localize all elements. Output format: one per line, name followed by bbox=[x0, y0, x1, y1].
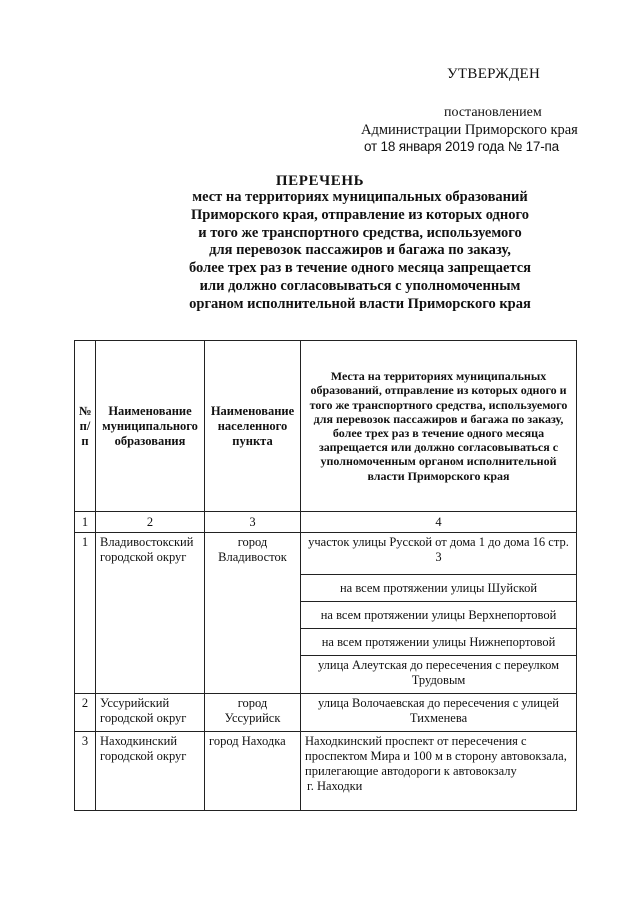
subtitle-line: и того же транспортного средства, используемого bbox=[198, 224, 522, 241]
header-places: Места на территориях муниципальных образований, отправление из которых одного и того же транспортного средства, используемого для перевозок пассажиров и багажа по заказу, более трех раз в течение одного месяца запрещается или должно согласовываться с уполномоченным органом исполнительной власти Приморского края bbox=[301, 341, 577, 512]
row-place: участок улицы Русской от дома 1 до дома 16 стр. 3 bbox=[301, 533, 577, 575]
subtitle-line: Приморского края, отправление из которых одного bbox=[191, 206, 529, 223]
row-place: улица Алеутская до пересечения с переулком Трудовым bbox=[301, 656, 577, 694]
subtitle-line: более трех раз в течение одного месяца запрещается bbox=[188, 260, 532, 277]
table-row bbox=[75, 694, 577, 732]
document-subtitle bbox=[150, 189, 570, 314]
approval-line-1: постановлением bbox=[444, 105, 542, 120]
row-num: 2 bbox=[75, 694, 96, 732]
header-settlement: Наименование населенного пункта bbox=[205, 341, 301, 512]
subtitle-line: мест на территориях муниципальных образований bbox=[192, 189, 528, 205]
row-num: 1 bbox=[75, 533, 96, 694]
document-title: ПЕРЕЧЕНЬ bbox=[275, 173, 365, 189]
row-place-text: г. Находки bbox=[307, 779, 363, 793]
row-settlement: город Уссурийск bbox=[205, 694, 301, 732]
column-number-row bbox=[75, 512, 577, 533]
row-municipality: Владивостокский городской округ bbox=[96, 533, 205, 694]
subtitle-line: или должно согласовываться с уполномоченным bbox=[199, 277, 521, 294]
table-row bbox=[75, 533, 577, 575]
subtitle-line: для перевозок пассажиров и багажа по заказу, bbox=[209, 242, 511, 259]
row-place: на всем протяжении улицы Нижнепортовой bbox=[301, 629, 577, 656]
row-place bbox=[301, 732, 577, 811]
table-header-row bbox=[75, 341, 577, 512]
row-municipality: Уссурийский городской округ bbox=[96, 694, 205, 732]
table-row bbox=[75, 732, 577, 811]
places-table bbox=[74, 340, 577, 811]
column-number: 3 bbox=[205, 512, 301, 533]
row-place: на всем протяжении улицы Шуйской bbox=[301, 575, 577, 602]
column-number: 4 bbox=[301, 512, 577, 533]
row-place-text: Находкинский проспект от пересечения с проспектом Мира и 100 м в сторону автовокзала, прилегающие автодороги к автовокзалу bbox=[305, 734, 567, 778]
approval-line-3: от 18 января 2019 года № 17-па bbox=[364, 139, 559, 154]
row-num: 3 bbox=[75, 732, 96, 811]
row-place: на всем протяжении улицы Верхнепортовой bbox=[301, 602, 577, 629]
approval-line-2: Администрации Приморского края bbox=[361, 122, 578, 138]
row-settlement: город Находка bbox=[205, 732, 301, 811]
row-place: улица Волочаевская до пересечения с улицей Тихменева bbox=[301, 694, 577, 732]
column-number: 1 bbox=[75, 512, 96, 533]
header-num: № п/п bbox=[75, 341, 96, 512]
header-municipality: Наименование муниципального образования bbox=[96, 341, 205, 512]
column-number: 2 bbox=[96, 512, 205, 533]
row-municipality: Находкинский городской округ bbox=[96, 732, 205, 811]
row-settlement: город Владивосток bbox=[205, 533, 301, 694]
approval-stamp: УТВЕРЖДЕН bbox=[447, 66, 541, 82]
subtitle-line: органом исполнительной власти Приморского края bbox=[189, 295, 531, 312]
